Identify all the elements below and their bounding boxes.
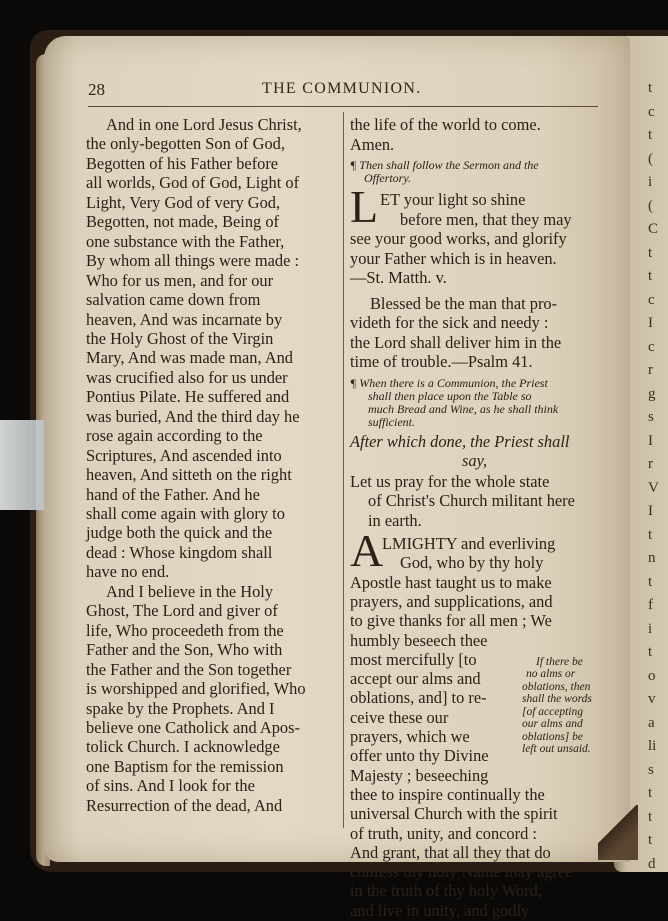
next-page-fragment: n xyxy=(648,550,656,566)
prayer-line: in the truth of thy holy Word, xyxy=(350,881,542,901)
next-page-fragment: i xyxy=(648,620,653,637)
prayer-line: ceive these our xyxy=(350,707,449,727)
next-page-fragment: I xyxy=(648,315,653,331)
sentence-line: see your good works, and glorify xyxy=(350,229,567,248)
rubric-line: ¶ When there is a Communion, the Priest xyxy=(350,375,548,390)
next-page-fragment: ( xyxy=(648,150,653,167)
prayer-line: Majesty ; beseeching xyxy=(350,765,489,785)
prayer-line: and live in unity, and godly xyxy=(350,900,530,920)
creed-line: Light, Very God of very God, xyxy=(86,193,281,212)
prayer-line: And grant, that all they that do xyxy=(350,842,551,862)
creed-line: salvation came down from xyxy=(86,290,261,309)
next-page-fragment: I xyxy=(648,503,653,519)
creed-line: Ghost, The Lord and giver of xyxy=(86,601,278,620)
next-page-fragment: f xyxy=(648,597,653,613)
next-page-fragment: r xyxy=(648,362,653,378)
prayer-line: Apostle hast taught us to make xyxy=(350,572,552,592)
creed-line: have no end. xyxy=(86,562,170,581)
drop-cap: A xyxy=(350,525,384,576)
prayer-line: humbly beseech thee xyxy=(350,630,488,650)
page-header xyxy=(88,80,598,104)
next-page-fragment: t xyxy=(648,127,653,143)
creed-line: heaven, And was incarnate by xyxy=(86,310,283,329)
prayer-line: universal Church with the spirit xyxy=(350,804,558,824)
next-page-fragment: o xyxy=(648,667,656,684)
prayer-line: prayers, which we xyxy=(350,727,470,746)
margin-note-line: [of accepting xyxy=(522,705,583,718)
sentence-line: your Father which is in heaven. xyxy=(350,248,557,268)
prayer-line: most mercifully [to xyxy=(350,649,477,669)
column-divider xyxy=(343,112,344,828)
rubric-line: After which done, the Priest shall xyxy=(350,431,570,451)
prayer-line: confess thy holy Name may agree xyxy=(350,862,573,882)
sentence-line: before men, that they may xyxy=(400,209,572,229)
prayer-line: oblations, and] to re- xyxy=(350,688,487,708)
next-page-fragment: t xyxy=(648,573,653,590)
creed-line: Pontius Pilate. He suffered and xyxy=(86,387,290,406)
next-page-fragment: C xyxy=(648,221,659,237)
bidding-line: in earth. xyxy=(368,510,422,530)
drop-cap: L xyxy=(350,181,379,232)
next-page-fragment: t xyxy=(648,80,653,96)
next-page-fragment: t xyxy=(648,832,653,848)
prayer-line: to give thanks for all men ; We xyxy=(350,611,552,631)
creed-line: tolick Church. I acknowledge xyxy=(86,737,280,756)
margin-note-line: no alms or xyxy=(526,668,576,681)
creed-line: life, Who proceedeth from the xyxy=(86,621,284,640)
page-number: 28 xyxy=(88,80,105,99)
next-page-fragment: c xyxy=(648,338,655,355)
creed-line: Begotten, not made, Being of xyxy=(86,212,280,231)
creed-line: And in one Lord Jesus Christ, xyxy=(106,115,302,134)
creed-line: Who for us men, and for our xyxy=(86,271,274,290)
rubric-line: ¶ Then shall follow the Sermon and the xyxy=(350,158,539,172)
rubric-line: much Bread and Wine, as he shall think xyxy=(368,401,559,416)
next-page-fragment: d xyxy=(648,855,656,872)
next-page-fragment: s xyxy=(648,409,654,425)
next-page-fragment: c xyxy=(648,291,655,308)
sentence-line: —St. Matth. v. xyxy=(350,268,447,287)
sentence-line: the Lord shall deliver him in the xyxy=(350,332,562,352)
sentence-line: videth for the sick and needy : xyxy=(350,313,549,332)
next-page-fragment: t xyxy=(648,244,653,261)
creed-line: one substance with the Father, xyxy=(86,232,285,251)
creed-line: the life of the world to come. xyxy=(350,115,541,134)
next-page-fragment: li xyxy=(648,738,657,754)
creed-line: dead : Whose kingdom shall xyxy=(86,543,273,562)
prayer-line: accept our alms and xyxy=(350,669,481,689)
margin-note-line: left out unsaid. xyxy=(522,743,591,756)
rubric-line: shall then place upon the Table so xyxy=(368,388,532,403)
next-page-fragment: v xyxy=(648,691,656,707)
margin-note-line: oblations] be xyxy=(522,730,584,743)
rubric-line: Offertory. xyxy=(364,171,411,185)
bidding-line: Let us pray for the whole state xyxy=(350,471,550,491)
running-title: THE COMMUNION. xyxy=(262,80,422,97)
creed-line: Amen. xyxy=(350,134,395,154)
bidding-line: of Christ's Church militant here xyxy=(368,491,575,510)
margin-note-line: oblations, then xyxy=(522,680,591,693)
creed-line: Resurrection of the dead, And xyxy=(86,796,283,815)
prayer-line: prayers, and supplications, and xyxy=(350,591,553,611)
margin-note-line: our alms and xyxy=(522,718,583,731)
prayer-line: LMIGHTY and everliving xyxy=(382,534,556,553)
creed-line: hand of the Father. And he xyxy=(86,485,260,504)
creed-line: spake by the Prophets. And I xyxy=(86,699,275,718)
next-page-fragment: i xyxy=(648,174,653,190)
next-page-fragment: a xyxy=(648,714,655,731)
next-page-fragment: g xyxy=(648,385,656,402)
next-page-fragment: t xyxy=(648,785,653,801)
prayer-line: of truth, unity, and concord : xyxy=(350,823,537,843)
creed-line: believe one Catholick and Apos- xyxy=(86,718,300,737)
creed-line: all worlds, God of God, Light of xyxy=(86,173,300,192)
next-page-fragment: I xyxy=(648,432,653,449)
next-page-fragment: r xyxy=(648,456,653,472)
creed-line: By whom all things were made : xyxy=(86,251,300,270)
plastic-clip xyxy=(0,420,44,510)
creed-line: shall come again with glory to xyxy=(86,504,285,523)
creed-line: the Father and the Son together xyxy=(86,660,292,679)
rubric-line: sufficient. xyxy=(368,414,415,429)
next-page-fragment: t xyxy=(648,808,653,825)
creed-line: of sins. And I look for the xyxy=(86,776,255,795)
next-page-fragment: t xyxy=(648,644,653,660)
creed-line: the only-begotten Son of God, xyxy=(86,134,285,153)
creed-line: heaven, And sitteth on the right xyxy=(86,465,292,484)
creed-line: was buried, And the third day he xyxy=(86,407,300,426)
prayer-line: thee to inspire continually the xyxy=(350,784,545,804)
creed-line: rose again according to the xyxy=(86,426,263,445)
creed-line: is worshipped and glorified, Who xyxy=(86,679,306,698)
sentence-line: time of trouble.—Psalm 41. xyxy=(350,352,533,371)
creed-line: Mary, And was made man, And xyxy=(86,348,293,367)
next-page-fragment: ( xyxy=(648,197,653,214)
next-page-fragment: s xyxy=(648,761,654,778)
sentence-line: Blessed be the man that pro- xyxy=(370,293,558,313)
creed-line: Scriptures, And ascended into xyxy=(86,446,282,465)
prayer-line: God, who by thy holy xyxy=(400,553,544,573)
prayer-line: offer unto thy Divine xyxy=(350,746,489,766)
margin-note-line: If there be xyxy=(536,655,583,668)
creed-line: judge both the quick and the xyxy=(86,523,273,542)
next-page-fragment: c xyxy=(648,103,655,120)
sentence-line: ET your light so shine xyxy=(380,190,526,209)
creed-line: Father and the Son, Who with xyxy=(86,640,283,659)
creed-line: one Baptism for the remission xyxy=(86,757,284,776)
header-rule xyxy=(88,106,598,107)
margin-note-line: shall the words xyxy=(522,693,592,706)
next-page-fragment: t xyxy=(648,526,653,543)
creed-line: was crucified also for us under xyxy=(86,368,288,387)
creed-line: Begotten of his Father before xyxy=(86,154,279,173)
page-curl xyxy=(598,805,638,860)
next-page-fragment: t xyxy=(648,268,653,284)
rubric-line: say, xyxy=(462,450,488,470)
creed-line: And I believe in the Holy xyxy=(106,582,274,601)
next-page-fragment: V xyxy=(648,479,659,496)
creed-line: the Holy Ghost of the Virgin xyxy=(86,329,274,348)
